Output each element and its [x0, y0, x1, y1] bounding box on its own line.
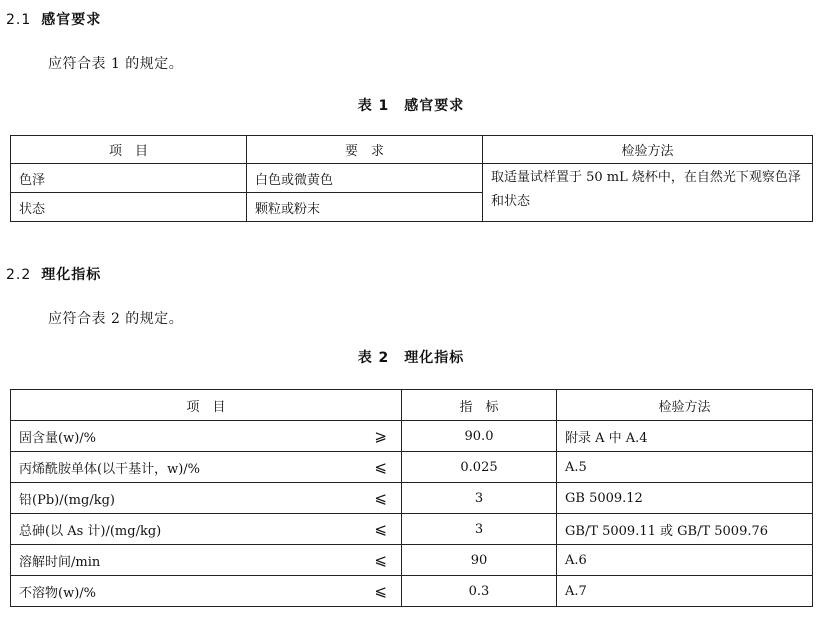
- item-label: 不溶物(w)/%: [19, 585, 97, 601]
- column-header: 项 目: [11, 136, 247, 164]
- section-2-2-paragraph: 应符合表 2 的规定。: [48, 311, 184, 327]
- cell-method: A.6: [557, 545, 813, 576]
- item-label: 总砷(以 As 计)/(mg/kg): [19, 523, 162, 539]
- section-2-2-heading: [6, 264, 101, 284]
- cell-method: GB/T 5009.11 或 GB/T 5009.76: [557, 514, 813, 545]
- cell-value: 0.3: [402, 576, 557, 607]
- column-header: 检验方法: [557, 390, 813, 421]
- comparison-symbol: ⩽: [374, 551, 387, 569]
- column-header: 检验方法: [483, 136, 813, 164]
- cell-requirement: 白色或微黄色: [247, 164, 483, 193]
- table-row: [11, 452, 813, 483]
- cell-requirement: 颗粒或粉末: [247, 193, 483, 222]
- section-2-1-paragraph: 应符合表 1 的规定。: [48, 56, 184, 72]
- table-1: [10, 135, 813, 222]
- cell-method: A.5: [557, 452, 813, 483]
- cell-item: [11, 576, 402, 607]
- comparison-symbol: ⩽: [374, 520, 387, 538]
- cell-value: 3: [402, 483, 557, 514]
- cell-value: 90: [402, 545, 557, 576]
- column-header: 项 目: [11, 390, 402, 421]
- comparison-symbol: ⩽: [374, 489, 387, 507]
- table-row: [11, 545, 813, 576]
- comparison-symbol: ⩽: [374, 582, 387, 600]
- table-row: [11, 514, 813, 545]
- cell-item: [11, 545, 402, 576]
- comparison-symbol: ⩾: [374, 427, 387, 445]
- cell-value: 0.025: [402, 452, 557, 483]
- item-label: 丙烯酰胺单体(以干基计，w)/%: [19, 461, 201, 477]
- table-2-caption: 表 2 理化指标: [357, 350, 465, 366]
- cell-method: A.7: [557, 576, 813, 607]
- table-row: [11, 576, 813, 607]
- section-number: 2.1: [6, 12, 32, 28]
- section-title: 感官要求: [41, 12, 102, 28]
- column-header: 指 标: [402, 390, 557, 421]
- cell-method: 取适量试样置于 50 mL 烧杯中，在自然光下观察色泽和状态: [483, 164, 813, 222]
- table-1-caption: 表 1 感官要求: [357, 98, 465, 114]
- table-row: [11, 483, 813, 514]
- table-header-row: [11, 390, 813, 421]
- table-row: [11, 421, 813, 452]
- cell-item: 状态: [11, 193, 247, 222]
- item-label: 固含量(w)/%: [19, 430, 97, 446]
- column-header: 要 求: [247, 136, 483, 164]
- cell-value: 3: [402, 514, 557, 545]
- cell-item: [11, 483, 402, 514]
- cell-value: 90.0: [402, 421, 557, 452]
- item-label: 铅(Pb)/(mg/kg): [19, 492, 115, 508]
- cell-item: [11, 421, 402, 452]
- table-row: [11, 164, 813, 193]
- cell-method: 附录 A 中 A.4: [557, 421, 813, 452]
- table-2: [10, 389, 813, 607]
- section-title: 理化指标: [41, 267, 102, 283]
- cell-item: [11, 514, 402, 545]
- item-label: 溶解时间/min: [19, 554, 101, 570]
- cell-item: [11, 452, 402, 483]
- table-header-row: [11, 136, 813, 164]
- section-2-1-heading: [6, 9, 101, 29]
- section-number: 2.2: [6, 267, 32, 283]
- cell-method: GB 5009.12: [557, 483, 813, 514]
- cell-item: 色泽: [11, 164, 247, 193]
- comparison-symbol: ⩽: [374, 458, 387, 476]
